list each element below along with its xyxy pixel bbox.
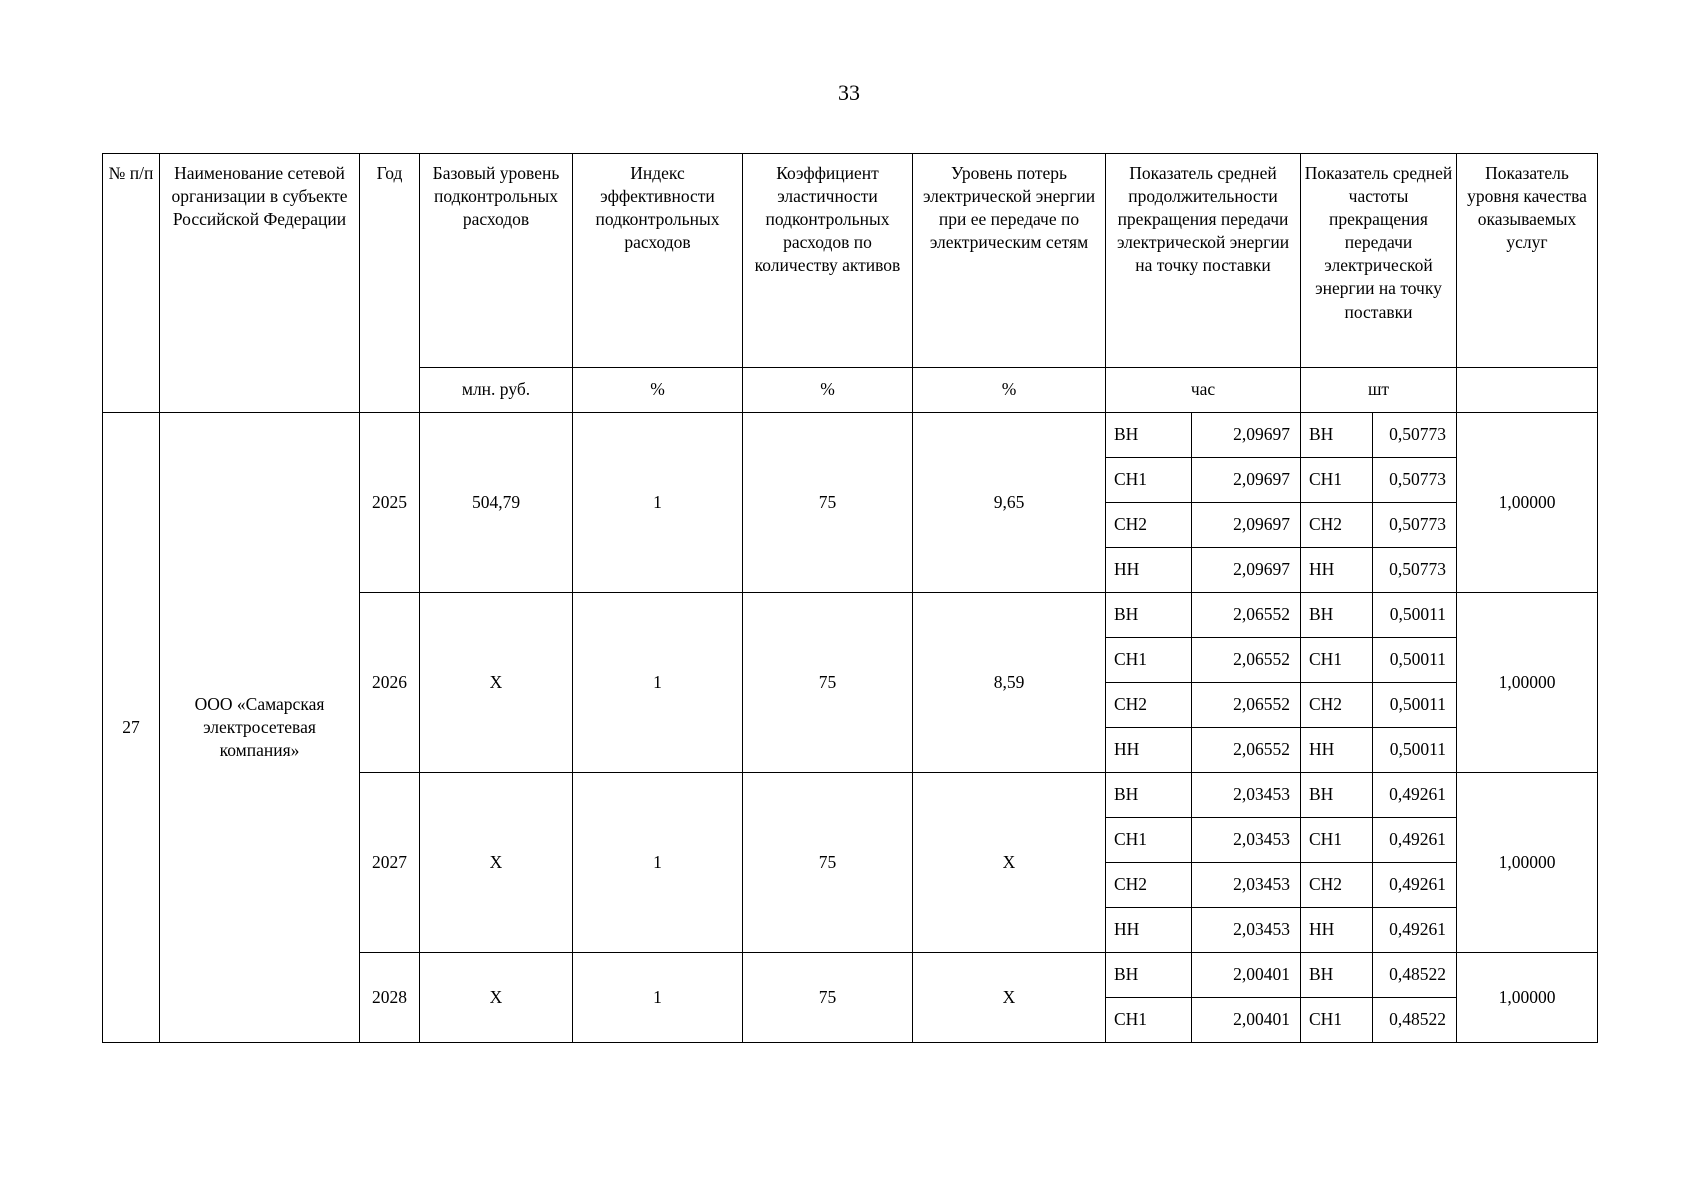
- frequency-voltage-level: СН2: [1301, 683, 1373, 728]
- page-number: 33: [838, 80, 860, 105]
- frequency-value: 0,50773: [1373, 548, 1457, 593]
- duration-voltage-level: ВН: [1106, 593, 1192, 638]
- duration-value: 2,09697: [1192, 413, 1301, 458]
- unit-efficiency-index: %: [573, 368, 743, 413]
- frequency-voltage-level: НН: [1301, 728, 1373, 773]
- duration-value: 2,09697: [1192, 548, 1301, 593]
- duration-voltage-level: СН1: [1106, 818, 1192, 863]
- elasticity-cell: 75: [743, 953, 913, 1043]
- duration-voltage-level: ВН: [1106, 413, 1192, 458]
- year-cell: 2027: [360, 773, 420, 953]
- frequency-voltage-level: СН1: [1301, 638, 1373, 683]
- unit-base-level: млн. руб.: [420, 368, 573, 413]
- frequency-value: 0,49261: [1373, 863, 1457, 908]
- header-efficiency-index: Индекс эффективности подконтрольных расходов: [573, 154, 743, 368]
- frequency-voltage-level: НН: [1301, 548, 1373, 593]
- unit-quality: [1457, 368, 1598, 413]
- efficiency-index-cell: 1: [573, 953, 743, 1043]
- header-year: Год: [360, 154, 420, 413]
- tariff-parameters-table: [102, 153, 1598, 1043]
- header-row: [103, 154, 1598, 368]
- frequency-voltage-level: СН2: [1301, 503, 1373, 548]
- frequency-voltage-level: ВН: [1301, 593, 1373, 638]
- duration-voltage-level: СН2: [1106, 503, 1192, 548]
- duration-value: 2,06552: [1192, 593, 1301, 638]
- frequency-voltage-level: ВН: [1301, 953, 1373, 998]
- duration-voltage-level: СН1: [1106, 998, 1192, 1043]
- frequency-value: 0,49261: [1373, 908, 1457, 953]
- quality-cell: 1,00000: [1457, 773, 1598, 953]
- duration-voltage-level: ВН: [1106, 773, 1192, 818]
- efficiency-index-cell: 1: [573, 773, 743, 953]
- year-cell: 2026: [360, 593, 420, 773]
- duration-voltage-level: СН1: [1106, 638, 1192, 683]
- losses-cell: 9,65: [913, 413, 1106, 593]
- frequency-voltage-level: СН1: [1301, 998, 1373, 1043]
- row-number: 27: [103, 413, 160, 1043]
- quality-cell: 1,00000: [1457, 593, 1598, 773]
- header-num: № п/п: [103, 154, 160, 413]
- duration-value: 2,06552: [1192, 728, 1301, 773]
- frequency-voltage-level: СН1: [1301, 458, 1373, 503]
- header-org-name: Наименование сетевой организации в субъекте Российской Федерации: [160, 154, 360, 413]
- frequency-value: 0,50773: [1373, 458, 1457, 503]
- duration-voltage-level: СН2: [1106, 683, 1192, 728]
- frequency-voltage-level: СН2: [1301, 863, 1373, 908]
- duration-value: 2,06552: [1192, 683, 1301, 728]
- header-frequency: Показатель средней частоты прекращения передачи электрической энергии на точку поставки: [1301, 154, 1457, 368]
- frequency-value: 0,50773: [1373, 503, 1457, 548]
- frequency-value: 0,48522: [1373, 998, 1457, 1043]
- duration-value: 2,03453: [1192, 908, 1301, 953]
- duration-value: 2,09697: [1192, 458, 1301, 503]
- frequency-voltage-level: СН1: [1301, 818, 1373, 863]
- frequency-value: 0,50011: [1373, 638, 1457, 683]
- header-elasticity: Коэффициент эластичности подконтрольных расходов по количеству активов: [743, 154, 913, 368]
- quality-cell: 1,00000: [1457, 413, 1598, 593]
- losses-cell: X: [913, 953, 1106, 1043]
- base-level-cell: X: [420, 593, 573, 773]
- unit-elasticity: %: [743, 368, 913, 413]
- table-row: [103, 413, 1598, 458]
- duration-value: 2,03453: [1192, 863, 1301, 908]
- base-level-cell: 504,79: [420, 413, 573, 593]
- frequency-voltage-level: ВН: [1301, 773, 1373, 818]
- efficiency-index-cell: 1: [573, 593, 743, 773]
- elasticity-cell: 75: [743, 773, 913, 953]
- header-losses: Уровень потерь электрической энергии при ее передаче по электрическим сетям: [913, 154, 1106, 368]
- header-duration: Показатель средней продолжительности прекращения передачи электрической энергии на точку поставки: [1106, 154, 1301, 368]
- losses-cell: 8,59: [913, 593, 1106, 773]
- frequency-value: 0,48522: [1373, 953, 1457, 998]
- unit-losses: %: [913, 368, 1106, 413]
- frequency-value: 0,50011: [1373, 593, 1457, 638]
- duration-value: 2,03453: [1192, 773, 1301, 818]
- duration-value: 2,03453: [1192, 818, 1301, 863]
- year-cell: 2028: [360, 953, 420, 1043]
- duration-value: 2,00401: [1192, 953, 1301, 998]
- frequency-value: 0,50011: [1373, 683, 1457, 728]
- duration-voltage-level: НН: [1106, 728, 1192, 773]
- duration-value: 2,00401: [1192, 998, 1301, 1043]
- year-cell: 2025: [360, 413, 420, 593]
- frequency-value: 0,49261: [1373, 818, 1457, 863]
- frequency-voltage-level: ВН: [1301, 413, 1373, 458]
- elasticity-cell: 75: [743, 413, 913, 593]
- duration-voltage-level: НН: [1106, 908, 1192, 953]
- header-base-level: Базовый уровень подконтрольных расходов: [420, 154, 573, 368]
- efficiency-index-cell: 1: [573, 413, 743, 593]
- duration-voltage-level: СН2: [1106, 863, 1192, 908]
- elasticity-cell: 75: [743, 593, 913, 773]
- base-level-cell: X: [420, 953, 573, 1043]
- frequency-voltage-level: НН: [1301, 908, 1373, 953]
- unit-frequency: шт: [1301, 368, 1457, 413]
- duration-value: 2,09697: [1192, 503, 1301, 548]
- frequency-value: 0,50011: [1373, 728, 1457, 773]
- losses-cell: X: [913, 773, 1106, 953]
- duration-voltage-level: ВН: [1106, 953, 1192, 998]
- unit-duration: час: [1106, 368, 1301, 413]
- duration-voltage-level: СН1: [1106, 458, 1192, 503]
- quality-cell: 1,00000: [1457, 953, 1598, 1043]
- frequency-value: 0,50773: [1373, 413, 1457, 458]
- frequency-value: 0,49261: [1373, 773, 1457, 818]
- duration-voltage-level: НН: [1106, 548, 1192, 593]
- duration-value: 2,06552: [1192, 638, 1301, 683]
- base-level-cell: X: [420, 773, 573, 953]
- header-quality: Показатель уровня качества оказываемых услуг: [1457, 154, 1598, 368]
- organization-name: ООО «Самарская электросетевая компания»: [160, 413, 360, 1043]
